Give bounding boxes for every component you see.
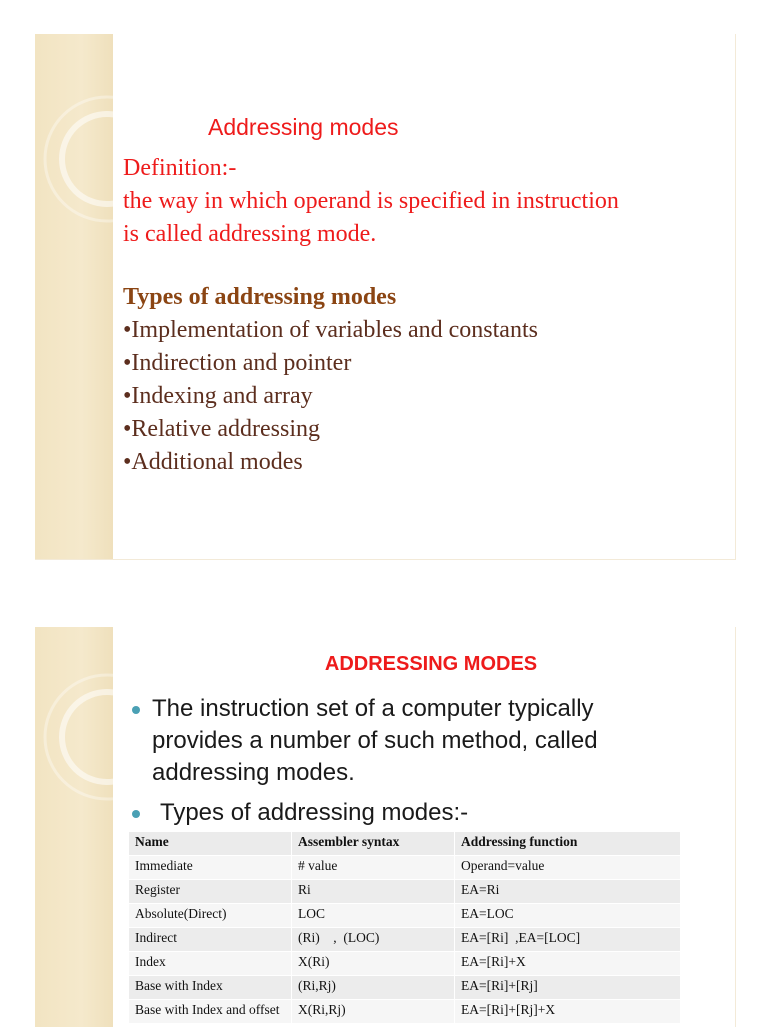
definition-line: is called addressing mode. (123, 221, 377, 247)
column-header: Name (129, 832, 292, 856)
slide-title: Addressing modes (208, 114, 399, 140)
list-item-text: Types of addressing modes:- (160, 799, 469, 826)
table-cell: EA=[Ri]+[Rj]+X (455, 1000, 681, 1024)
slide-body (123, 152, 723, 479)
table-cell: Register (129, 880, 292, 904)
slide-1 (35, 34, 736, 560)
list-item: •Additional modes (123, 449, 303, 475)
decorative-band (35, 34, 113, 559)
table-cell: Base with Index and offset (129, 1000, 292, 1024)
addressing-modes-table (128, 831, 681, 1024)
list-item: •Relative addressing (123, 416, 321, 442)
list-item: •Indexing and array (123, 383, 313, 409)
list-item: •Indirection and pointer (123, 350, 352, 376)
table-cell: Base with Index (129, 976, 292, 1000)
table-cell: EA=[Ri]+[Rj] (455, 976, 681, 1000)
slide-title: ADDRESSING MODES (324, 653, 538, 675)
bullet-list (130, 693, 690, 829)
table-row (129, 952, 681, 976)
table-row (129, 904, 681, 928)
table-row (129, 1000, 681, 1024)
table-cell: X(Ri,Rj) (292, 1000, 455, 1024)
list-item (130, 693, 690, 789)
bullet-icon (132, 706, 140, 714)
table-row (129, 880, 681, 904)
table-cell: (Ri,Rj) (292, 976, 455, 1000)
table-cell: LOC (292, 904, 455, 928)
table-row (129, 976, 681, 1000)
table-cell: (Ri) , (LOC) (292, 928, 455, 952)
table-cell: EA=[Ri] ,EA=[LOC] (455, 928, 681, 952)
column-header: Addressing function (455, 832, 681, 856)
table-cell: Operand=value (455, 856, 681, 880)
table-cell: # value (292, 856, 455, 880)
table-cell: EA=[Ri]+X (455, 952, 681, 976)
definition-line: the way in which operand is specified in instruction (123, 188, 619, 214)
table-cell: Absolute(Direct) (129, 904, 292, 928)
definition-label: Definition:- (123, 155, 237, 181)
circle-ornament-icon (35, 34, 113, 559)
circle-ornament-icon (35, 627, 113, 1027)
table-cell: X(Ri) (292, 952, 455, 976)
table-cell: Indirect (129, 928, 292, 952)
decorative-band (35, 627, 113, 1027)
table-cell: EA=Ri (455, 880, 681, 904)
table-cell: Ri (292, 880, 455, 904)
table-row (129, 856, 681, 880)
column-header: Assembler syntax (292, 832, 455, 856)
bullet-icon (132, 810, 140, 818)
table-header-row (129, 832, 681, 856)
types-heading: Types of addressing modes (123, 284, 397, 310)
table-cell: EA=LOC (455, 904, 681, 928)
list-item: •Implementation of variables and constants (123, 317, 538, 343)
table-row (129, 928, 681, 952)
table-cell: Index (129, 952, 292, 976)
table-cell: Immediate (129, 856, 292, 880)
slide-2 (35, 627, 736, 1027)
list-item-text: The instruction set of a computer typically provides a number of such method, called addressing modes. (152, 695, 598, 786)
list-item (130, 797, 690, 829)
